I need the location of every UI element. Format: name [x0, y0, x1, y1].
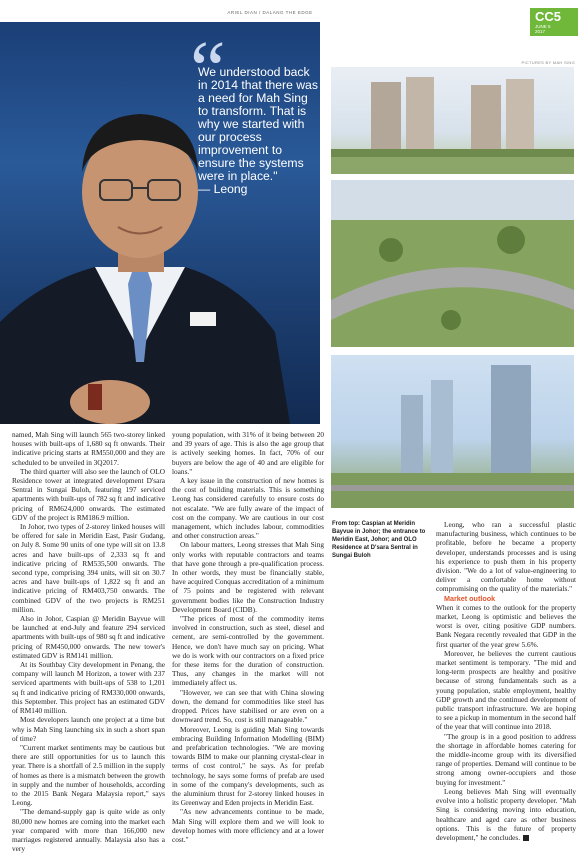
- paragraph: young population, with 31% of it being between 20 and 39 years of age. This is also the age group that is actively seeking homes. In fact, 70% of our buyers are below the age of 40 and are eligible for loans.": [172, 430, 324, 476]
- paragraph: Also in Johor, Caspian @ Meridin Bayvue will be launched at end-July and feature 294 serviced apartments with built-ups of 980 sq ft and indicative pricing of RM450,000 onwards. The new tower's estimated GDV is RM141 million.: [12, 614, 165, 660]
- photo-caspian-towers: [331, 67, 574, 174]
- article-column-1: [12, 430, 165, 853]
- olo-illustration: [331, 355, 574, 508]
- issue-date-line2: 2017: [535, 29, 546, 34]
- paragraph: Leong, who ran a successful plastic manufacturing business, which continues to be profitable, before he became a property developer, understands processes and is using his experience to push them in his property division. "We do a lot of value-engineering to deliver a comfortable home without compromising on the quality of the materials.": [436, 520, 576, 594]
- paragraph: At its Southbay City development in Penang, the company will launch M Horizon, a tower with 237 serviced apartments with built-ups of 538 to 1,201 sq ft and indicative pricing of RM330,000 onwards, this September. This project has an estimated GDV of RM140 million.: [12, 660, 165, 716]
- photo-credit: PICTURES BY MAH SING: [521, 60, 575, 65]
- pull-quote-text: We understood back in 2014 that there was a need for Mah Sing to transform. That is why we started with our process improvement to ensure the systems were in place.": [198, 65, 318, 183]
- paragraph: In Johor, two types of 2-storey linked houses will be offered for sale in Meridin East, Pasir Gudang, on July 8. Some 90 units of one type will sit on 13.8 acres and have built-ups of 2,333 sq ft and indicative pricing of RM535,500 onwards. The second type, comprising 394 units, will sit on 30.7 acres and have built-ups of 1,822 sq ft and an indicative pricing of RM403,750 onwards. The combined GDV of the two projects is RM251 million.: [12, 522, 165, 614]
- pull-quote: [198, 66, 318, 196]
- paragraph: When it comes to the outlook for the property market, Leong is optimistic and believes the worst is over, citing positive GDP numbers. Bank Negara recently revealed that GDP in the first quarter of the year grew 5.6%.: [436, 602, 576, 649]
- article-column-3: [436, 520, 576, 842]
- paragraph: "The demand-supply gap is quite wide as only 80,000 new homes are coming into the market each year compared with more than 166,000 new marriages registered annually. Malaysia also has a very: [12, 807, 165, 853]
- section-label: CC5: [535, 9, 562, 24]
- paragraph: The third quarter will also see the launch of OLO Residence tower at integrated development D'sara Sentral in Sungai Buloh, featuring 197 serviced apartments with built-ups of 782 sq ft and indicative pricing of RM624,000 onwards. The estimated GDV of the project is RM186.9 million.: [12, 466, 165, 522]
- paragraph: Moreover, Leong is guiding Mah Sing towards embracing Building Information Modelling (BIM) and prefabrication technologies. "We are moving towards BIM to make our planning crystal-clear in terms of cost control," he says. As for prefab technology, he says some forms of prefab are used in some of the company's developments, such as the aluminium thrust for 2-storey linked houses in its Greenway and Eden projects in Meridin East.: [172, 724, 324, 808]
- paragraph: [436, 787, 576, 842]
- section-tag: [530, 8, 578, 36]
- entrance-illustration: [331, 180, 574, 347]
- paragraph: "The prices of most of the commodity items involved in construction, such as steel, diesel and cement, are semi-controlled by the government. Hence, we don't have much say on pricing. What we do is work with our contractors on a fixed price for these items for the duration of construction. Thus, any changes in the market will not immediately affect us.: [172, 614, 324, 688]
- photo-caption: From top: Caspian at Meridin Bayvue in Johor; the entrance to Meridin East, Johor; and OLO Residence at D'sara Sentral in Sungai Buloh: [332, 521, 426, 559]
- end-mark-icon: E: [523, 835, 529, 841]
- article-column-2: [172, 430, 324, 844]
- top-photo-credit: ARIEL DIAN / DALANG THE EDGE: [227, 10, 313, 15]
- paragraph: Most developers launch one project at a time but why is Mah Sing launching six in such a short span of time?: [12, 715, 165, 743]
- photo-meridin-east-entrance: [331, 180, 574, 347]
- quote-mark-icon: “: [190, 26, 226, 114]
- paragraph-text: Leong believes Mah Sing will eventually evolve into a holistic property developer. "Mah Sing is considering moving into education, healthcare and aged care as other business options. This is the future of property development," he concludes.: [436, 786, 576, 842]
- paragraph: "Current market sentiments may be cautious but there are still opportunities for us to launch this year. There is a shortfall of 2.5 million in the supply of homes as there is a mismatch between the growth in supply and the number of households, according to the 2015 Bank Negara Malaysia report," says Leong.: [12, 742, 165, 808]
- pull-quote-attribution: — Leong: [198, 182, 248, 196]
- paragraph: "However, we can see that with China slowing down, the demand for commodities like steel has dropped. Prices have stabilised or are even on a downward trend. So, cost is still manageable.": [172, 687, 324, 725]
- paragraph: Moreover, he believes the current cautious market sentiment is temporary. "The mid and long-term prospects are healthy and positive because of strong fundamentals such as a young population, stable employment, healthy GDP growth and the continued development of public transport infrastructure. We are hoping to see a pickup in momentum in the second half of the year that will continue into 2018.: [436, 648, 576, 732]
- paragraph: "As new advancements continue to be made, Mah Sing will explore them and we will look to develop homes with more efficiency and at a lower cost.": [172, 807, 324, 844]
- issue-date: [535, 24, 551, 34]
- paragraph: "The group is in a good position to address the shortage in affordable homes catering for the middle-income group with its diversified range of properties. Demand will continue to be strong among owner-occupiers and those buying for investment.": [436, 731, 576, 787]
- towers-illustration: [331, 67, 574, 174]
- paragraph: A key issue in the construction of new homes is the cost of building materials. This is something Leong has considered carefully to ensure costs do not escalate. "We are fully aware of the impact of cost on the company. We are cautious in our cost management, which includes labour, commodities and other construction areas.": [172, 476, 324, 541]
- issue-date-line1: JUNE 5: [535, 24, 551, 29]
- paragraph: On labour matters, Leong stresses that Mah Sing only works with reputable contractors and teams that have gone through a pre-qualification process. In other words, they must be financially stable, have acquired Conquas accreditation of a minimum of 75 points and be registered with relevant government bodies like the Construction Industry Development Board (CIDB).: [172, 540, 324, 614]
- subheading-market-outlook: Market outlook: [444, 593, 496, 603]
- photo-olo-residence: [331, 355, 574, 508]
- paragraph: named, Mah Sing will launch 565 two-storey linked houses with built-ups of 1,680 sq ft onwards. Their indicative pricing starts at RM550,000 and they are scheduled to be unveiled in 3Q2017.: [12, 430, 165, 467]
